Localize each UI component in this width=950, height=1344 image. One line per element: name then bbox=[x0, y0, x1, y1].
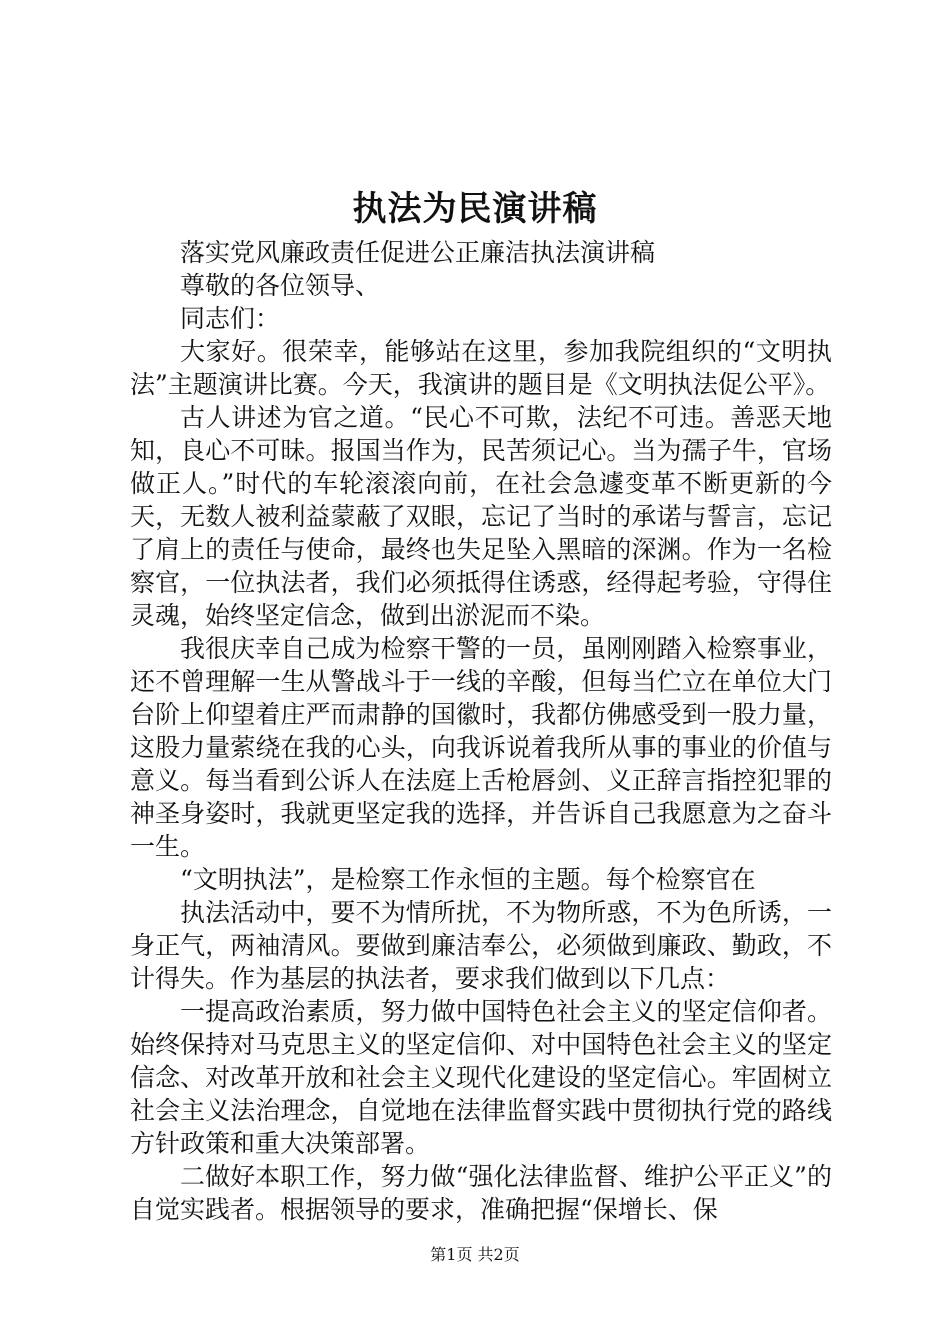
salutation-line: 尊敬的各位领导、 bbox=[180, 271, 381, 300]
body-paragraph: 一提高政治素质，努力做中国特色社会主义的坚定信仰者。始终保持对马克思主义的坚定信仰、对中国特色社会主义的坚定信念、对改革开放和社会主义现代化建设的坚定信心。牢固树立社会主义法治理念，自觉地在法律监督实践中贯彻执行党的路线方针政策和重大决策部署。 bbox=[130, 997, 832, 1158]
body-paragraph: 我很庆幸自己成为检察干警的一员，虽刚刚踏入检察事业，还不曾理解一生从警战斗于一线的辛酸，但每当伫立在单位大门台阶上仰望着庄严而肃静的国徽时，我都仿佛感受到一股力量，这股力量萦绕在我的心头，向我诉说着我所从事的事业的价值与意义。每当看到公诉人在法庭上舌枪唇剑、义正辞言指控犯罪的神圣身姿时，我就更坚定我的选择，并告诉自己我愿意为之奋斗一生。 bbox=[130, 634, 832, 861]
salutation-line: 同志们： bbox=[180, 304, 281, 333]
subtitle-paragraph: 落实党风廉政责任促进公正廉洁执法演讲稿 bbox=[180, 238, 656, 267]
body-paragraph: 古人讲述为官之道。“民心不可欺，法纪不可违。善恶天地知，良心不可昧。报国当作为，民苦须记心。当为孺子牛，官场做正人。”时代的车轮滚滚向前，在社会急遽变革不断更新的今天，无数人被利益蒙蔽了双眼，忘记了当时的承诺与誓言，忘记了肩上的责任与使命，最终也失足坠入黑暗的深渊。作为一名检察官，一位执法者，我们必须抵得住诱惑，经得起考验，守得住灵魂，始终坚定信念，做到出淤泥而不染。 bbox=[130, 403, 832, 630]
body-paragraph: 二做好本职工作，努力做“强化法律监督、维护公平正义”的自觉实践者。根据领导的要求，准确把握“保增长、保 bbox=[130, 1162, 832, 1224]
document-body bbox=[130, 236, 832, 1226]
page-number-footer: 第1页 共2页 bbox=[430, 1245, 520, 1264]
document-title: 执法为民演讲稿 bbox=[352, 189, 598, 229]
body-paragraph: 大家好。很荣幸，能够站在这里，参加我院组织的“文明执法”主题演讲比赛。今天，我演讲的题目是《文明执法促公平》。 bbox=[130, 337, 832, 399]
body-paragraph: “文明执法”，是检察工作永恒的主题。每个检察官在 bbox=[180, 865, 756, 894]
body-paragraph: 执法活动中，要不为情所扰，不为物所惑，不为色所诱，一身正气，两袖清风。要做到廉洁奉公，必须做到廉政、勤政，不计得失。作为基层的执法者，要求我们做到以下几点： bbox=[130, 898, 832, 993]
